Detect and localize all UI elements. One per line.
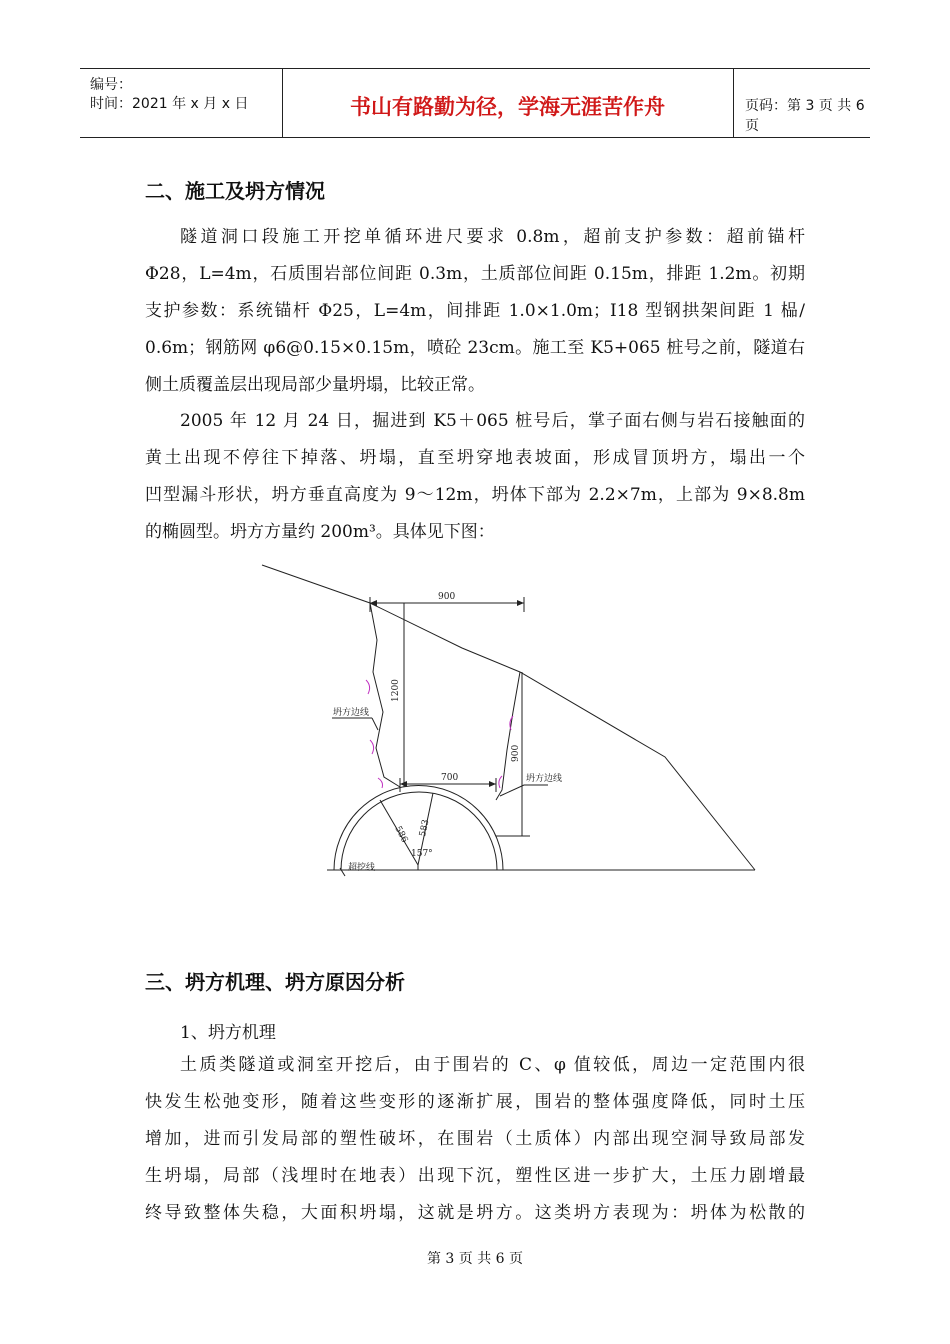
page-header: [80, 68, 870, 138]
document-number-label: 编号：: [90, 77, 132, 93]
section-2-heading: 二、施工及坍方情况: [145, 179, 325, 203]
paragraph-line: 黄土出现不停往下掉落、坍塌，直至坍穿地表坡面，形成冒顶坍方，塌出一个: [145, 448, 805, 468]
paragraph-line: 快发生松弛变形，随着这些变形的逐渐扩展，围岩的整体强度降低，同时土压: [145, 1092, 805, 1112]
pink-collapse-mark: [366, 680, 370, 694]
collapse-diagram: [258, 560, 758, 880]
pink-collapse-mark: [378, 778, 383, 788]
dim-left-height-label: 1200: [391, 679, 401, 702]
angle-label: 157°: [411, 849, 433, 859]
header-page-label: 页码：第 3 页 共 6 页: [745, 98, 865, 134]
page-footer: 第 3 页 共 6 页: [426, 1251, 524, 1267]
radius-b-label: 583: [418, 818, 432, 838]
pink-collapse-mark: [499, 776, 502, 788]
section-3-subheading: 1、坍方机理: [180, 1023, 276, 1043]
paragraph-line: 侧土质覆盖层出现局部少量坍塌，比较正常。: [145, 375, 485, 395]
paragraph-line: 增加，进而引发局部的塑性破坏，在围岩（土质体）内部出现空洞导致局部发: [145, 1129, 805, 1149]
paragraph-line: 支护参数：系统锚杆 Φ25，L=4m，间排距 1.0×1.0m；I18 型钢拱架间距 1 榀/: [145, 301, 805, 321]
header-info-cell: [80, 69, 283, 137]
pink-collapse-mark: [370, 740, 374, 754]
dim-right-height-label: 900: [511, 744, 521, 762]
dim-bottom-label: 700: [441, 773, 459, 783]
header-motto-cell: [282, 69, 734, 137]
paragraph-line: 土质类隧道或洞室开挖后，由于围岩的 C、φ 值较低，周边一定范围内很: [180, 1055, 805, 1075]
paragraph-line: Φ28，L=4m，石质围岩部位间距 0.3m，土质部位间距 0.15m，排距 1.2m。初期: [145, 264, 805, 284]
header-motto: 书山有路勤为径，学海无涯苦作舟: [350, 95, 665, 119]
paragraph-line: 2005 年 12 月 24 日，掘进到 K5＋065 桩号后，掌子面右侧与岩石接触面的: [180, 411, 805, 431]
document-date-label: 时间：2021 年 x 月 x 日: [90, 96, 249, 112]
paragraph-line: 隧道洞口段施工开挖单循环进尺要求 0.8m，超前支护参数：超前锚杆: [180, 227, 805, 247]
right-collapse-edge-label: 坍方边线: [526, 774, 563, 784]
left-collapse-edge-label: 坍方边线: [333, 708, 370, 718]
dim-top-label: 900: [438, 592, 456, 602]
paragraph-line: 的椭圆型。坍方方量约 200m³。具体见下图：: [145, 522, 495, 542]
paragraph-line: 终导致整体失稳，大面积坍塌，这就是坍方。这类坍方表现为：坍体为松散的: [145, 1203, 805, 1223]
paragraph-line: 生坍塌，局部（浅埋时在地表）出现下沉，塑性区进一步扩大，土压力剧增最: [145, 1166, 805, 1186]
overbreak-line-label: 超挖线: [348, 863, 376, 873]
section-3-heading: 三、坍方机理、坍方原因分析: [145, 970, 405, 994]
radius-a-label: 586: [392, 824, 410, 845]
paragraph-line: 0.6m；钢筋网 φ6@0.15×0.15m，喷砼 23cm。施工至 K5+065 桩号之前，隧道右: [145, 338, 805, 358]
paragraph-line: 凹型漏斗形状，坍方垂直高度为 9～12m，坍体下部为 2.2×7m，上部为 9×8.8m: [145, 485, 805, 505]
